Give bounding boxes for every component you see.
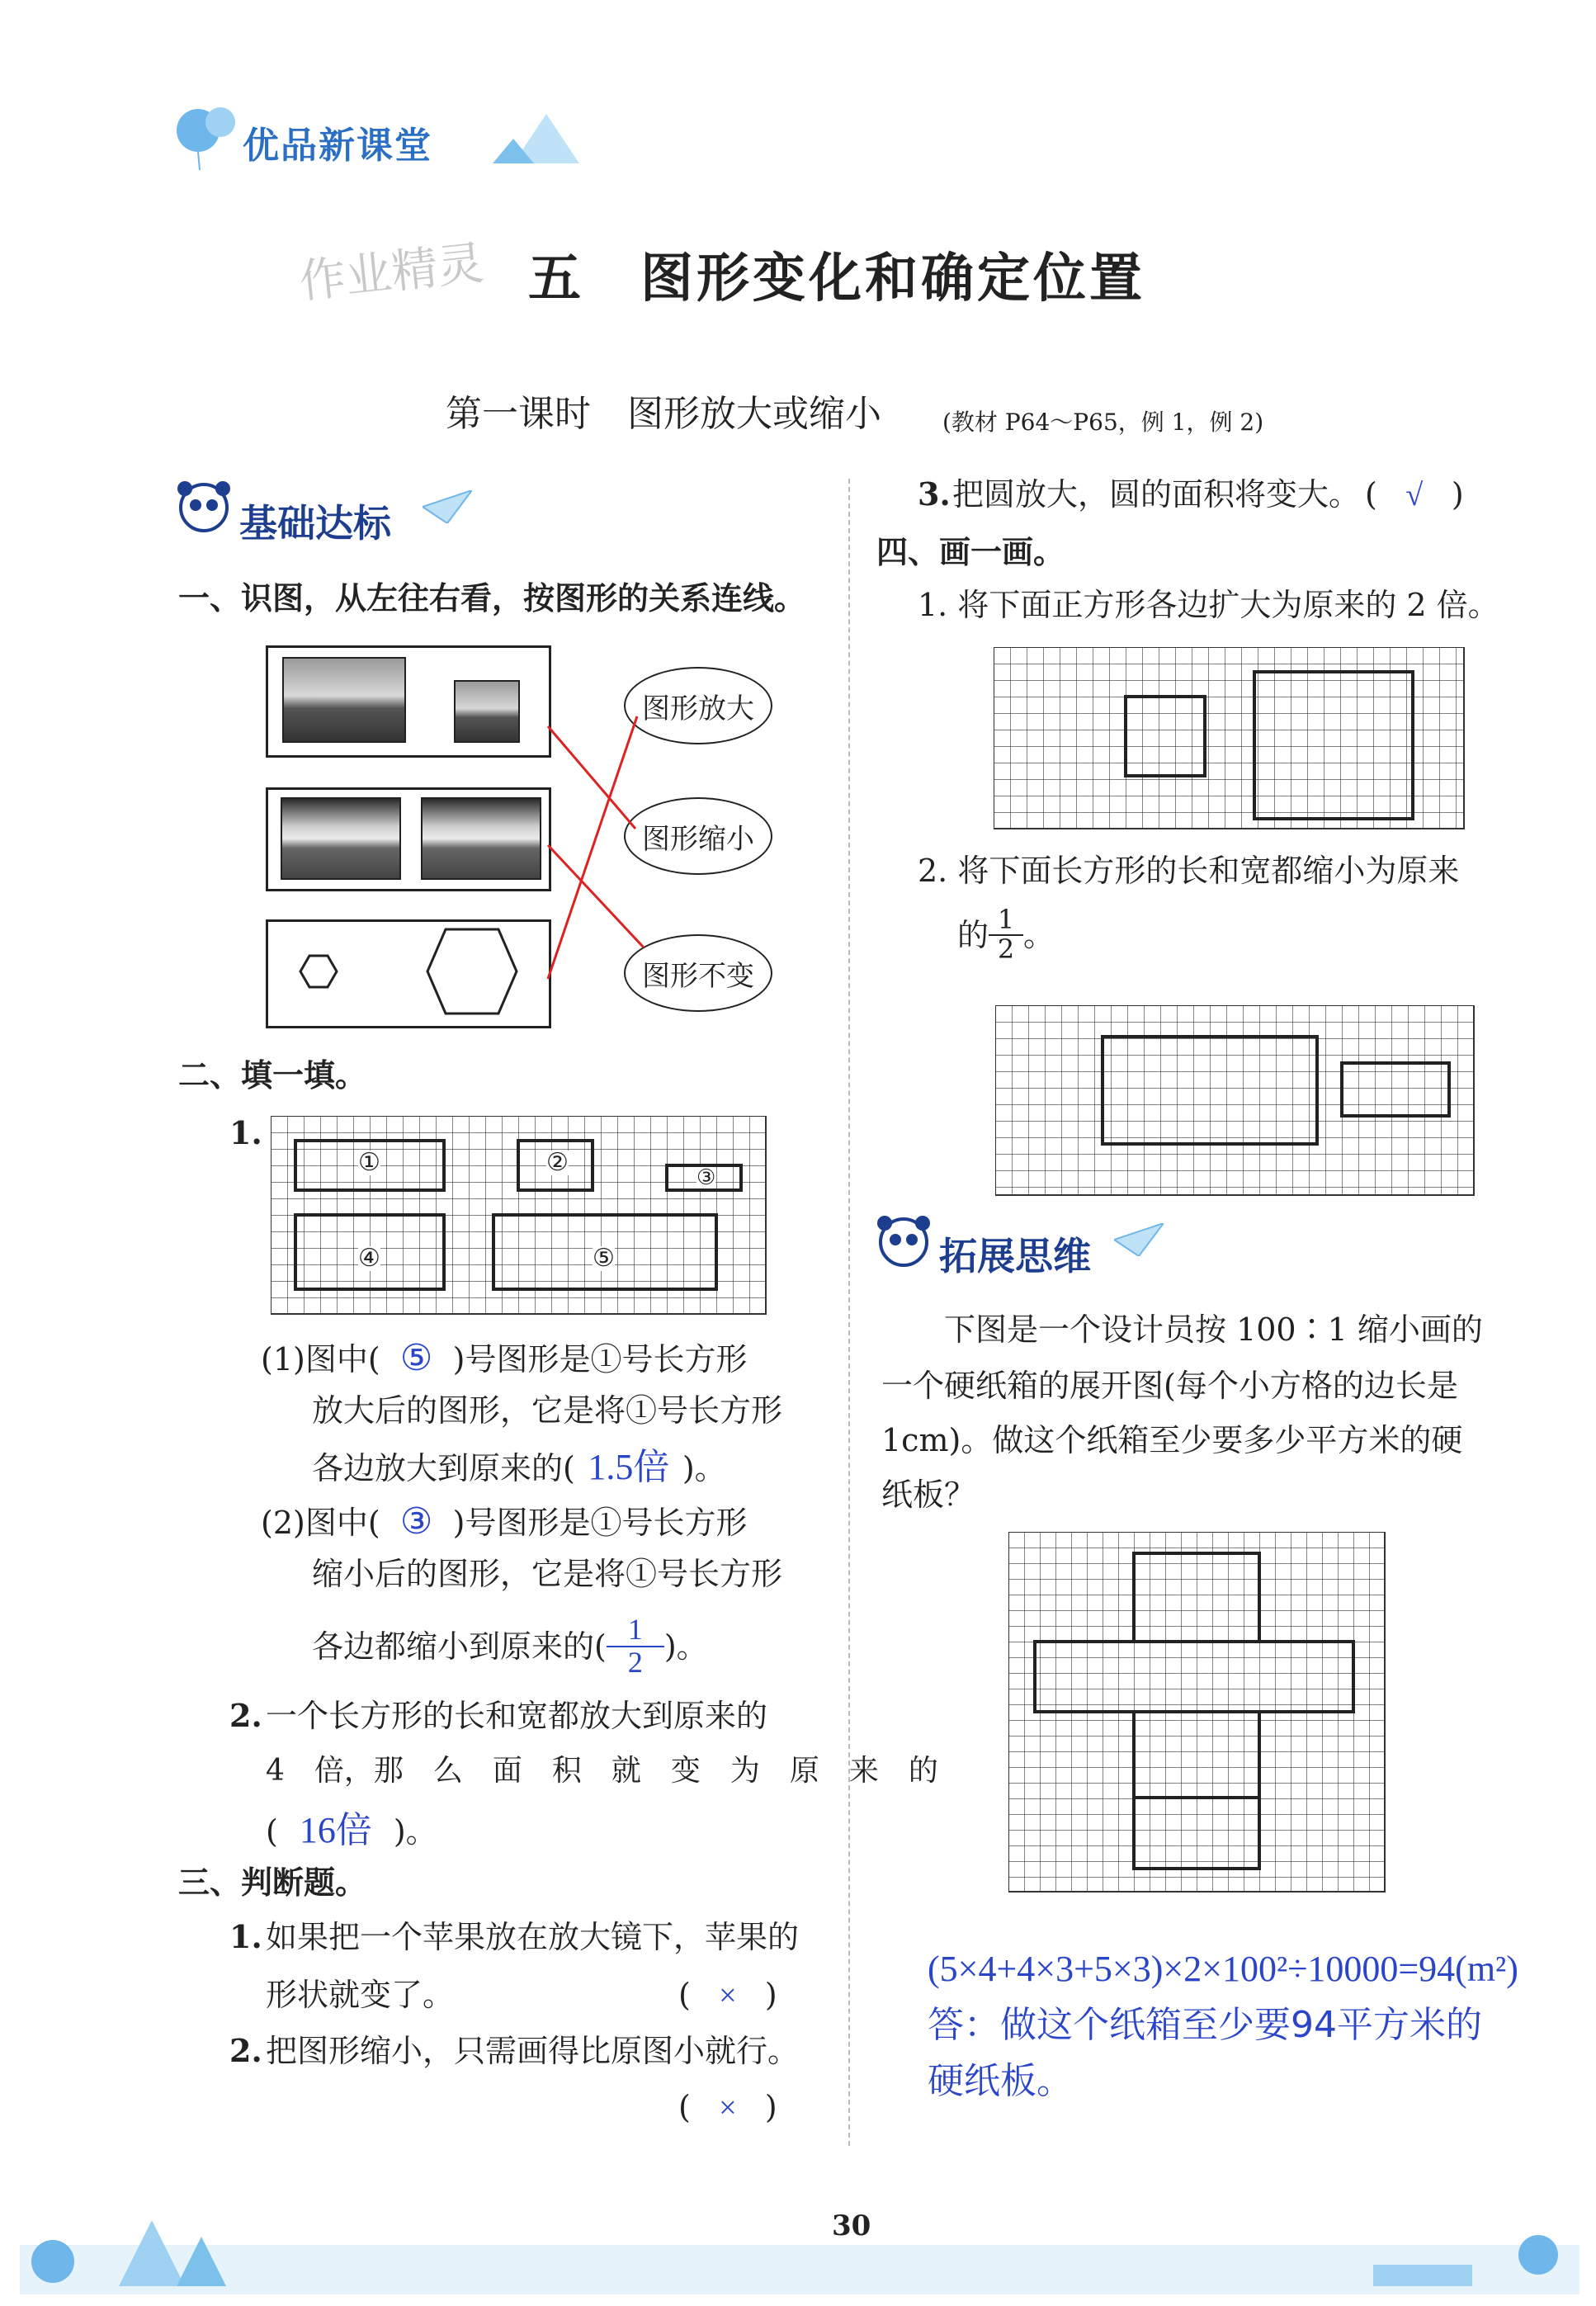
q2-item2-num: 2. [229,1697,262,1734]
footer-decoration [20,2195,1579,2294]
q4-heading: 四、画一画。 [876,533,1065,570]
q2-item2-line3: ( 16倍 )。 [266,1810,437,1850]
lesson-title: 第一课时 图形放大或缩小 [446,393,881,435]
extend-text-line4: 纸板？ [881,1477,976,1513]
q2-p2-line1: (2)图中( ③ )号图形是①号长方形 [261,1501,748,1542]
label-enlarge: 图形放大 [624,667,772,744]
line-row3-enlarge [548,716,637,979]
extend-answer-formula: (5×4+4×3+5×3)×2×100²÷10000=94(m²) [928,1949,1518,1989]
brand-name: 优品新课堂 [243,125,432,167]
label-shrink: 图形缩小 [624,797,772,875]
q2-p2-answer-fraction: $\frac{1}{2}$ [607,1614,664,1679]
q3-item2-answer: × [719,2091,737,2125]
q3-item3-answer: √ [1405,478,1424,513]
extend-text-line3: 1cm)。做这个纸箱至少要多少平方米的硬 [881,1422,1463,1458]
q3-item3-num: 3. [918,475,951,513]
q2-item1-num: 1. [229,1114,262,1151]
line-row2-unchanged [548,845,644,947]
q4-item2-line2: 的 $\frac{1}{2}$ 。 [957,904,1055,965]
q2-p1-line1: (1)图中( ⑤ )号图形是①号长方形 [261,1338,748,1378]
q3-item1-line2: 形状就变了。 [266,1977,455,2013]
q2-p2-line2: 缩小后的图形，它是将①号长方形 [312,1556,783,1592]
q2-p1-answer1: ⑤ [399,1338,433,1378]
q2-p1-line3: 各边放大到原来的( 1.5倍 )。 [312,1447,726,1487]
q3-item3-answer-slot: ( √ ) [1365,476,1464,513]
q3-item3-line1: 把圆放大，圆的面积将变大。 [952,476,1361,513]
q2-item2-answer: 16倍 [299,1810,372,1850]
q3-item2-answer-slot: ( × ) [678,2089,777,2125]
q4-grid2 [995,1005,1476,1197]
q1-heading: 一、识图，从左往右看，按图形的关系连线。 [178,579,806,617]
q2-p1-answer2: 1.5倍 [588,1447,670,1487]
rect-3-label: ③ [696,1165,716,1190]
q3-item1-answer-slot: ( × ) [678,1977,777,2013]
page-number: 30 [832,2209,871,2242]
label-unchanged: 图形不变 [624,934,772,1012]
extend-text-line1: 下图是一个设计员按 100∶1 缩小画的 [944,1311,1483,1348]
panda-icon [875,1213,933,1279]
q3-item2-line1: 把图形缩小，只需画得比原图小就行。 [266,2033,800,2069]
extend-badge-label: 拓展思维 [939,1234,1091,1278]
extend-answer-line1: 答：做这个纸箱至少要94平方米的 [928,2004,1482,2046]
rect-1-label: ① [358,1148,380,1177]
extend-badge [875,1213,1172,1279]
q2-p2-answer1: ③ [399,1501,433,1542]
q4-grid1 [994,647,1466,830]
q2-heading: 二、填一填。 [178,1056,367,1094]
box-net-grid [1008,1532,1386,1893]
extend-text-line2: 一个硬纸箱的展开图(每个小方格的边长是 [881,1368,1458,1404]
q4-item2-fraction: $\frac{1}{2}$ [989,906,1023,963]
q2-grid [271,1116,767,1317]
q3-item1-answer: × [719,1978,737,2013]
extend-answer-line2: 硬纸板。 [928,2060,1073,2102]
paper-plane-icon [1114,1223,1164,1256]
line-row1-shrink [548,726,635,829]
q2-p1-line2: 放大后的图形，它是将①号长方形 [312,1392,783,1429]
q4-item2-line1: 2. 将下面长方形的长和宽都缩小为原来 [918,853,1460,889]
q3-item1-line1: 如果把一个苹果放在放大镜下，苹果的 [266,1919,800,1955]
chapter-title: 五 图形变化和确定位置 [528,248,1145,310]
rect-5-label: ⑤ [593,1244,615,1273]
watermark: 作业精灵 [296,236,487,310]
basic-badge-label: 基础达标 [239,501,391,546]
q3-heading: 三、判断题。 [178,1864,367,1901]
q4-item1: 1. 将下面正方形各边扩大为原来的 2 倍。 [918,587,1499,623]
rect-4-label: ④ [358,1244,380,1273]
q3-item1-num: 1. [229,1918,262,1955]
rect-2-label: ② [546,1148,569,1177]
q3-item2-num: 2. [229,2032,262,2069]
q2-item2-line1: 一个长方形的长和宽都放大到原来的 [266,1698,768,1734]
q2-item2-line2: 4 倍，那 么 面 积 就 变 为 原 来 的 [266,1754,938,1788]
lesson-ref: (教材 P64～P65，例 1，例 2) [942,409,1264,436]
q2-p2-line3: 各边都缩小到原来的( $\frac{1}{2}$ )。 [312,1613,708,1679]
